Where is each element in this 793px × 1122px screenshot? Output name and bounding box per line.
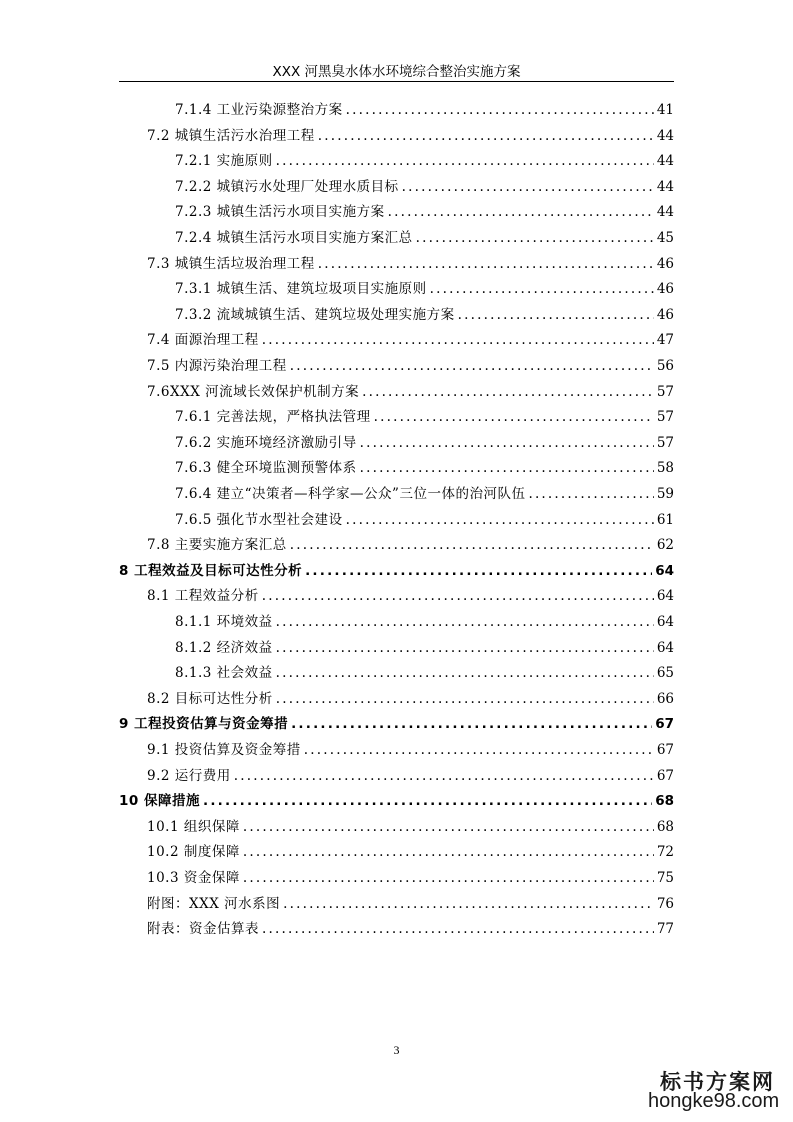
- toc-entry[interactable]: [175, 508, 674, 532]
- toc-dot-leader: [318, 256, 654, 272]
- toc-dot-leader: [402, 179, 654, 195]
- toc-entry-page: 76: [656, 895, 674, 912]
- toc-entry-label: 8.2 目标可达性分析: [147, 690, 273, 707]
- toc-entry-page: 68: [655, 793, 674, 810]
- toc-entry-label: 8 工程效益及目标可达性分析: [119, 562, 303, 579]
- toc-entry[interactable]: [147, 917, 674, 941]
- toc-entry-page: 56: [656, 358, 674, 374]
- toc-entry-label: 9 工程投资估算与资金筹措: [119, 716, 289, 733]
- toc-entry[interactable]: [175, 175, 674, 199]
- toc-entry[interactable]: [175, 200, 674, 224]
- toc-entry[interactable]: [175, 149, 674, 173]
- header-divider: [119, 81, 674, 82]
- toc-dot-leader: [346, 512, 654, 528]
- toc-entry[interactable]: [175, 277, 674, 301]
- toc-entry[interactable]: [147, 328, 674, 352]
- toc-entry-label: 8.1 工程效益分析: [147, 588, 259, 605]
- toc-dot-leader: [430, 281, 654, 297]
- toc-entry[interactable]: [175, 98, 674, 122]
- toc-entry-label: 7.2.1 实施原则: [175, 153, 273, 170]
- toc-dot-leader: [346, 102, 654, 118]
- toc-dot-leader: [243, 844, 654, 860]
- toc-entry-page: 65: [656, 665, 674, 682]
- toc-entry-label: 10 保障措施: [119, 793, 200, 810]
- toc-entry-page: 44: [656, 153, 674, 170]
- toc-entry-page: 57: [656, 383, 674, 400]
- toc-entry[interactable]: [175, 456, 674, 480]
- toc-entry-label: 7.6.1 完善法规，严格执法管理: [175, 409, 371, 426]
- toc-entry[interactable]: [147, 252, 674, 276]
- toc-entry-page: 44: [656, 127, 674, 144]
- toc-dot-leader: [203, 793, 652, 809]
- toc-dot-leader: [262, 332, 654, 348]
- toc-entry-label: 7.8 主要实施方案汇总: [147, 537, 287, 554]
- toc-entry-label: 10.1 组织保障: [147, 818, 240, 835]
- toc-entry-label: 7.6.5 强化节水型社会建设: [175, 511, 343, 528]
- toc-entry[interactable]: [147, 866, 674, 890]
- toc-dot-leader: [416, 230, 654, 246]
- toc-entry-page: 77: [656, 921, 674, 938]
- toc-entry-label: 10.2 制度保障: [147, 844, 240, 861]
- toc-entry-label: 10.3 资金保障: [147, 870, 240, 886]
- toc-dot-leader: [276, 614, 654, 630]
- toc-entry-label: 7.6.4 建立“决策者—科学家—公众”三位一体的治河队伍: [175, 486, 526, 502]
- toc-entry[interactable]: [147, 533, 674, 557]
- toc-entry-page: 67: [656, 742, 674, 758]
- toc-entry[interactable]: [175, 610, 674, 634]
- toc-entry-page: 46: [656, 255, 674, 272]
- toc-dot-leader: [262, 921, 654, 937]
- toc-entry-page: 61: [656, 511, 674, 528]
- toc-entry-label: 7.2.2 城镇污水处理厂处理水质目标: [175, 178, 399, 195]
- toc-dot-leader: [276, 665, 654, 681]
- toc-dot-leader: [276, 691, 654, 707]
- toc-entry-label: 7.4 面源治理工程: [147, 332, 259, 349]
- toc-dot-leader: [362, 384, 654, 400]
- toc-entry-label: 8.1.1 环境效益: [175, 614, 273, 630]
- toc-entry[interactable]: [175, 226, 674, 250]
- toc-entry[interactable]: [147, 815, 674, 839]
- toc-entry-label: 9.1 投资估算及资金筹措: [147, 742, 301, 758]
- toc-entry-page: 44: [656, 178, 674, 195]
- toc-dot-leader: [305, 563, 652, 579]
- watermark-url: hongke98.com: [648, 1090, 780, 1112]
- toc-entry[interactable]: [175, 661, 674, 685]
- page-header-title: XXX 河黑臭水体水环境综合整治实施方案: [272, 64, 521, 80]
- toc-entry-label: 8.1.2 经济效益: [175, 639, 273, 656]
- toc-entry-page: 67: [656, 767, 674, 784]
- toc-entry-page: 47: [656, 332, 674, 349]
- toc-entry-page: 66: [656, 690, 674, 707]
- toc-entry-page: 45: [656, 230, 674, 246]
- toc-entry[interactable]: [175, 405, 674, 429]
- page-number: 3: [393, 1043, 400, 1057]
- toc-entry-label: 7.3 城镇生活垃圾治理工程: [147, 255, 315, 272]
- toc-entry-label: 附表：资金估算表: [147, 921, 259, 938]
- toc-dot-leader: [388, 204, 654, 220]
- toc-entry-label: 7.2.3 城镇生活污水项目实施方案: [175, 204, 385, 221]
- toc-entry-label: 7.2.4 城镇生活污水项目实施方案汇总: [175, 230, 413, 246]
- toc-entry-page: 64: [656, 614, 674, 630]
- toc-dot-leader: [360, 460, 654, 476]
- toc-entry-label: 7.5 内源污染治理工程: [147, 358, 287, 374]
- toc-entry-label: 7.3.2 流域城镇生活、建筑垃圾处理实施方案: [175, 306, 455, 323]
- toc-entry-page: 62: [656, 537, 674, 554]
- toc-entry-page: 46: [656, 306, 674, 323]
- toc-entry[interactable]: [147, 687, 674, 711]
- toc-dot-leader: [243, 870, 654, 886]
- toc-entry-page: 75: [656, 870, 674, 886]
- toc-entry-page: 72: [656, 844, 674, 861]
- toc-dot-leader: [291, 716, 652, 732]
- toc-entry[interactable]: [147, 584, 674, 608]
- toc-dot-leader: [262, 588, 654, 604]
- toc-entry-page: 59: [656, 486, 674, 502]
- toc-entry-page: 58: [656, 460, 674, 477]
- toc-dot-leader: [290, 358, 654, 374]
- toc-dot-leader: [318, 128, 654, 144]
- toc-entry-label: 7.3.1 城镇生活、建筑垃圾项目实施原则: [175, 281, 427, 298]
- toc-dot-leader: [283, 896, 654, 912]
- toc-entry-page: 68: [656, 818, 674, 835]
- toc-entry-label: 7.2 城镇生活污水治理工程: [147, 127, 315, 144]
- toc-entry[interactable]: [147, 380, 674, 404]
- toc-entry-page: 57: [656, 434, 674, 451]
- toc-dot-leader: [374, 409, 654, 425]
- toc-entry[interactable]: [175, 482, 674, 506]
- toc-entry[interactable]: [119, 789, 674, 813]
- toc-entry-label: 7.6.3 健全环境监测预警体系: [175, 460, 357, 477]
- toc-entry[interactable]: [119, 559, 674, 583]
- toc-entry-page: 64: [656, 588, 674, 605]
- toc-entry-label: 7.1.4 工业污染源整治方案: [175, 102, 343, 118]
- toc-dot-leader: [243, 819, 654, 835]
- toc-entry-label: 7.6XXX 河流域长效保护机制方案: [147, 383, 360, 400]
- toc-entry-label: 8.1.3 社会效益: [175, 665, 273, 682]
- watermark-site-name: 标书方案网: [660, 1069, 775, 1094]
- toc-entry-page: 41: [656, 102, 674, 118]
- toc-entry[interactable]: [119, 712, 674, 736]
- toc-dot-leader: [234, 768, 654, 784]
- toc-entry[interactable]: [175, 636, 674, 660]
- toc-entry-label: 附图：XXX 河水系图: [147, 895, 281, 912]
- toc-dot-leader: [360, 435, 654, 451]
- toc-entry[interactable]: [147, 892, 674, 916]
- toc-entry-page: 67: [655, 716, 674, 733]
- toc-entry[interactable]: [147, 738, 674, 762]
- toc-entry-label: 9.2 运行费用: [147, 767, 231, 784]
- toc-dot-leader: [276, 640, 654, 656]
- toc-entry-page: 64: [656, 639, 674, 656]
- toc-dot-leader: [290, 537, 654, 553]
- toc-dot-leader: [304, 742, 654, 758]
- toc-dot-leader: [458, 307, 654, 323]
- toc-dot-leader: [528, 486, 653, 502]
- toc-entry-page: 64: [655, 562, 674, 579]
- toc-entry[interactable]: [147, 764, 674, 788]
- toc-dot-leader: [276, 153, 654, 169]
- toc-entry-page: 57: [656, 409, 674, 426]
- toc-entry[interactable]: [147, 124, 674, 148]
- toc-entry[interactable]: [175, 303, 674, 327]
- toc-entry-page: 44: [656, 204, 674, 221]
- toc-entry-label: 7.6.2 实施环境经济激励引导: [175, 434, 357, 451]
- toc-entry-page: 46: [656, 281, 674, 298]
- toc-entry[interactable]: [147, 354, 674, 378]
- toc-entry[interactable]: [147, 840, 674, 864]
- toc-entry[interactable]: [175, 431, 674, 455]
